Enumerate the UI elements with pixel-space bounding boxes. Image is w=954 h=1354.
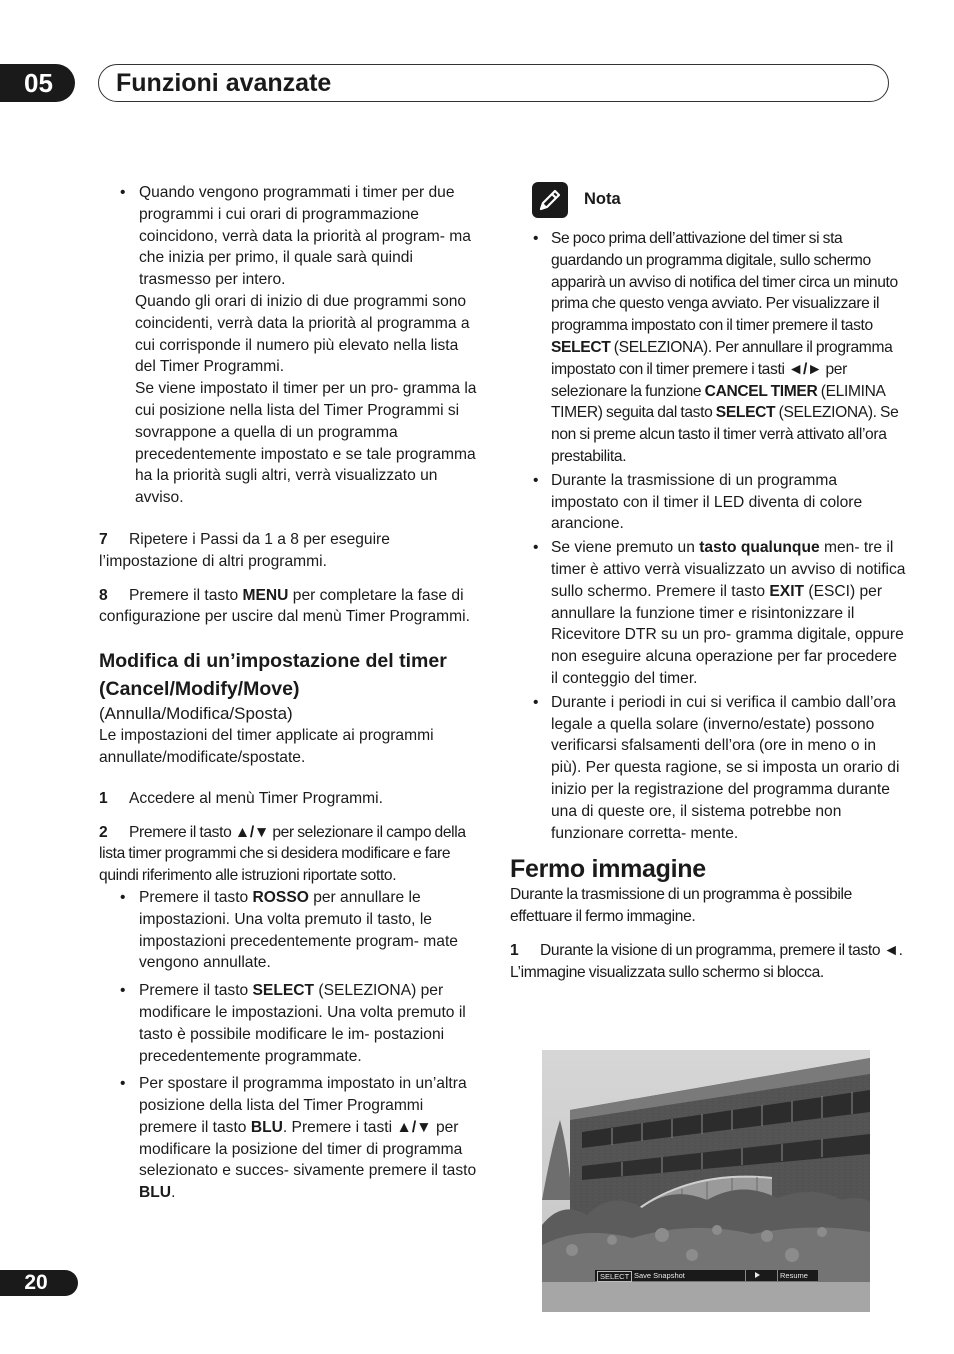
page-number: 20 (24, 1271, 48, 1294)
osd-divider (745, 1270, 746, 1281)
step-8: 8 Premere il tasto MENU per completare la fase di configurazione per uscire dal menù Timer Programmi. (99, 586, 470, 626)
freeze-frame-photo (542, 1050, 870, 1312)
pencil-icon (532, 182, 568, 218)
section-heading: Modifica di un’impostazione del timer (Cancel/Modify/Move) (99, 650, 447, 701)
note-bullet-1: • Se poco prima dell’attivazione del timer si sta guardando un programma digitale, sullo schermo apparirà un avviso di notifica del timer circa un minuto prima che questo venga avviato. Per visualizzare il programma impostato con il timer premere il tasto SELECT (SELEZIONA). Per annullare il programma impostato con il timer premere i tasti ◄/► per selezionare la funzione CANCEL TIMER (ELIMINA TIMER) seguita dal tasto SELECT (SELEZIONA). Se non si preme alcun tasto il timer verrà attivato all’ora prestabilita. (533, 230, 899, 465)
left-column (99, 182, 481, 1204)
chapter-title: Funzioni avanzate (116, 69, 332, 97)
note-header (510, 182, 908, 222)
osd-resume: Resume (780, 1271, 808, 1280)
step-1: 1 Accedere al menù Timer Programmi. (99, 789, 383, 807)
intro-paragraph-2: Se viene impostato il timer per un pro- gramma la cui posizione nella lista del Timer Programmi si sovrappone a quella di un programma precedentemente impostato e se tale programma ha la priorità sugli altri, verrà visualizzato un avviso. (135, 380, 477, 507)
chapter-number: 05 (24, 68, 53, 98)
right-column (510, 182, 908, 984)
section-intro: Le impostazioni del timer applicate ai programmi annullate/modificate/spostate. (99, 727, 434, 766)
osd-save-snapshot: Save Snapshot (634, 1271, 685, 1280)
osd-bar (595, 1270, 818, 1281)
note-bullet-2: • Durante la trasmissione di un programma impostato con il timer il LED diventa di colore arancione. (533, 471, 863, 533)
page-number-badge (0, 1270, 78, 1296)
bullet-select: • Premere il tasto SELECT (SELEZIONA) per modificare le impostazioni. Una volta premuto il tasto è possibile modificare le im- postazioni precedentemente programmate. (120, 982, 466, 1065)
bullet-rosso: • Premere il tasto ROSSO per annullare le impostazioni. Una volta premuto il tasto, le impostazioni precedentemente program- mate vengono annullate. (120, 888, 458, 972)
osd-divider-2 (777, 1270, 778, 1281)
intro-bullet: • Quando vengono programmati i timer per due programmi i cui orari di programmazione coincidono, verrà data la priorità al program- ma che inizia per primo, il quale sarà quindi trasmesso per intero. (120, 184, 471, 289)
chapter-number-badge (0, 64, 75, 102)
bullet-blu: • Per spostare il programma impostato in un’altra posizione della lista del Timer Programmi premere il tasto BLU. Premere i tasti ▲/▼ per modificare la posizione del timer di programma selezionato e succes- sivamente premere il tasto BLU. (120, 1075, 477, 1202)
play-icon (755, 1272, 760, 1278)
intro-paragraph-1: Quando gli orari di inizio di due programmi sono coincidenti, verrà data la priorità al programma a cui corrisponde il numero più elevato nella lista del Timer Programmi. (135, 292, 470, 376)
section-subheading: (Annulla/Modifica/Sposta) (99, 704, 293, 724)
fermo-intro: Durante la trasmissione di un programma è possibile effettuare il fermo immagine. (510, 886, 852, 926)
step-7: 7 Ripetere i Passi da 1 a 8 per eseguire l’impostazione di altri programmi. (99, 530, 390, 570)
note-bullet-4: • Durante i periodi in cui si verifica il cambio dall’ora legale a quella solare (inverno/estate) possono verificarsi sfalsamenti dell’ora (ore in meno o in più). Per questa ragione, se si imposta un orario di inizio per la registrazione del programma durante una di queste ore, il sistema potrebbe non funzionare corretta- mente. (533, 693, 900, 842)
fermo-step-1: 1 Durante la visione di un programma, premere il tasto ◄. L’immagine visualizzata sullo schermo si blocca. (510, 941, 903, 981)
step-2: 2 Premere il tasto ▲/▼ per selezionare il campo della lista timer programmi che si desidera modificare e fare quindi riferimento alle istruzioni riportate sotto. (99, 823, 466, 885)
note-bullet-3: • Se viene premuto un tasto qualunque men- tre il timer è attivo verrà visualizzato un avviso di notifica sullo schermo. Premere il tasto EXIT (ESCI) per annullare la funzione timer e risintonizzare il Ricevitore DTR su un pro- gramma digitale, oppure non eseguire alcuna operazione per far procedere il conteggio del timer. (533, 539, 906, 687)
note-label: Nota (584, 190, 621, 209)
fermo-heading: Fermo immagine (510, 855, 706, 884)
osd-select-key: SELECT (597, 1271, 632, 1282)
